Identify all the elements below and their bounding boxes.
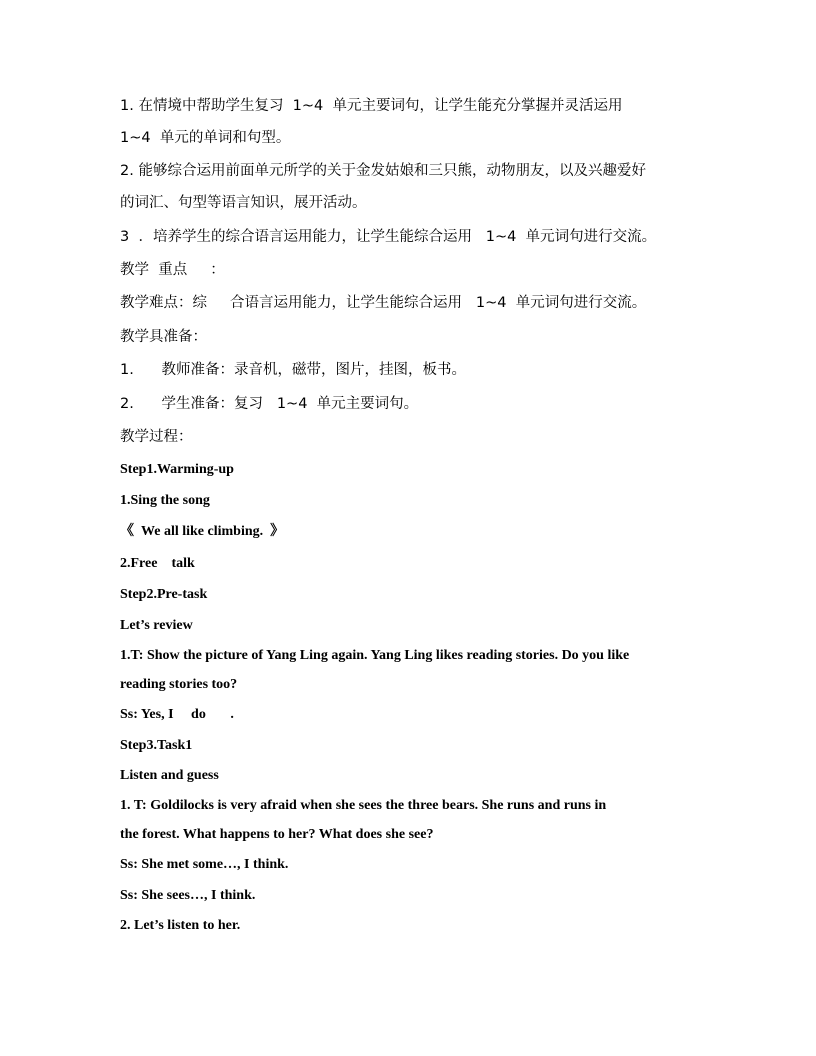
task-answer-line-1: Ss: She met some…, I think. <box>120 857 289 872</box>
process-heading: 教学过程： <box>120 429 193 445</box>
step2-heading: Step2.Pre-task <box>120 587 208 602</box>
materials-heading: 教学具准备： <box>120 329 207 345</box>
free-talk-line: 2.Free talk <box>120 556 195 571</box>
sing-song-line: 1.Sing the song <box>120 493 210 508</box>
review-question-line-2: reading stories too? <box>120 677 238 692</box>
review-question-line-1: 1.T: Show the picture of Yang Ling again. Yang Ling likes reading stories. Do you like <box>120 648 630 663</box>
step3-heading: Step3.Task1 <box>120 738 193 753</box>
objective-2-line-2: 的词汇、句型等语言知识，展开活动。 <box>120 195 367 211</box>
difficult-points-line: 教学难点：综 合语言运用能力，让学生能综合运用 1~4 单元词句进行交流。 <box>120 295 647 311</box>
lets-review-line: Let’s review <box>120 618 193 633</box>
review-answer-line: Ss: Yes, I do . <box>120 707 234 722</box>
listen-to-her-line: 2. Let’s listen to her. <box>120 918 241 933</box>
key-points-line: 教学 重点 ： <box>120 262 225 278</box>
teacher-materials-line: 1. 教师准备：录音机，磁带，图片，挂图，板书。 <box>120 362 466 378</box>
song-title-line: 《 We all like climbing. 》 <box>120 524 285 539</box>
task-question-line-1: 1. T: Goldilocks is very afraid when she sees the three bears. She runs and runs in <box>120 798 607 813</box>
task-answer-line-2: Ss: She sees…, I think. <box>120 888 256 903</box>
objective-2-line-1: 2. 能够综合运用前面单元所学的关于金发姑娘和三只熊，动物朋友，以及兴趣爱好 <box>120 163 646 179</box>
task-question-line-2: the forest. What happens to her? What does she see? <box>120 827 434 842</box>
listen-guess-line: Listen and guess <box>120 768 219 783</box>
objective-1-line-2: 1~4 单元的单词和句型。 <box>120 130 291 146</box>
objective-1-line-1: 1. 在情境中帮助学生复习 1~4 单元主要词句，让学生能充分掌握并灵活运用 <box>120 98 623 114</box>
student-materials-line: 2. 学生准备：复习 1~4 单元主要词句。 <box>120 396 419 412</box>
step1-heading: Step1.Warming-up <box>120 462 234 477</box>
objective-3-line: 3 ．培养学生的综合语言运用能力，让学生能综合运用 1~4 单元词句进行交流。 <box>120 229 657 245</box>
